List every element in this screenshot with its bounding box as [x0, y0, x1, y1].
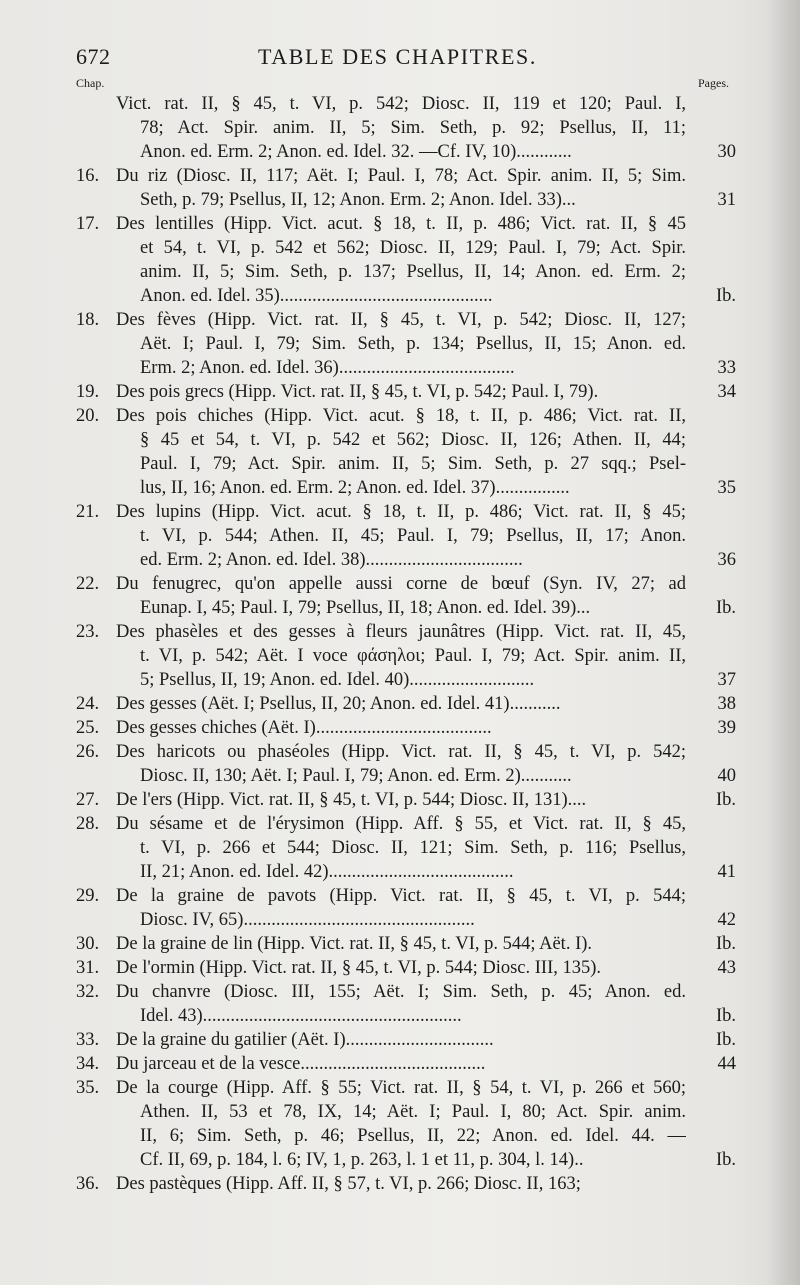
- chapter-title: [116, 92, 686, 164]
- running-title: TABLE DES CHAPITRES.: [258, 44, 537, 69]
- chapter-title: [116, 308, 686, 380]
- chapter-title-line: Des pois chiches (Hipp. Vict. acut. § 18, t. II, p. 486; Vict. rat. II,: [116, 406, 686, 426]
- chapter-title-line: Diosc. II, 130; Aët. I; Paul. I, 79; Anon. ed. Erm. 2)...........: [140, 766, 572, 786]
- column-label-chapter: Chap.: [76, 76, 105, 90]
- toc-entry: [0, 308, 800, 380]
- page-reference: Ib.: [715, 1030, 736, 1050]
- chapter-title-line: t. VI, p. 266 et 544; Diosc. II, 121; Sim. Seth, p. 116; Psellus,: [140, 838, 686, 858]
- chapter-title-line: Diosc. IV, 65)..................................................: [140, 910, 475, 930]
- chapter-title-line: Paul. I, 79; Act. Spir. anim. II, 5; Sim. Seth, p. 27 sqq.; Psel-: [140, 454, 686, 474]
- chapter-title-line: Du riz (Diosc. II, 117; Aët. I; Paul. I, 78; Act. Spir. anim. II, 5; Sim.: [116, 166, 686, 186]
- chapter-title: [116, 500, 686, 572]
- chapter-title: [116, 692, 686, 716]
- chapter-title: [116, 212, 686, 308]
- chapter-title: [116, 380, 686, 404]
- chapter-title-line: Vict. rat. II, § 45, t. VI, p. 542; Diosc. II, 119 et 120; Paul. I,: [116, 94, 686, 114]
- toc-entry: [0, 788, 800, 812]
- chapter-title: [116, 404, 686, 500]
- chapter-title-line: 5; Psellus, II, 19; Anon. ed. Idel. 40)...........................: [140, 670, 535, 690]
- chapter-number: 20.: [76, 406, 100, 426]
- toc-entry: [0, 500, 800, 572]
- chapter-title-line: Anon. ed. Erm. 2; Anon. ed. Idel. 32. —Cf. IV, 10)............: [140, 142, 572, 162]
- chapter-title-line: Eunap. I, 45; Paul. I, 79; Psellus, II, 18; Anon. ed. Idel. 39)...: [140, 598, 591, 618]
- chapter-title: [116, 980, 686, 1028]
- chapter-title-line: Des gesses (Aët. I; Psellus, II, 20; Anon. ed. Idel. 41)...........: [116, 694, 561, 714]
- chapter-number: 33.: [76, 1030, 100, 1050]
- page-reference: 44: [717, 1054, 736, 1074]
- chapter-title-line: Du chanvre (Diosc. III, 155; Aët. I; Sim. Seth, p. 45; Anon. ed.: [116, 982, 686, 1002]
- page-reference: 41: [717, 862, 736, 882]
- chapter-title-line: Seth, p. 79; Psellus, II, 12; Anon. Erm. 2; Anon. Idel. 33)...: [140, 190, 576, 210]
- chapter-title-line: t. VI, p. 544; Athen. II, 45; Paul. I, 79; Psellus, II, 17; Anon.: [140, 526, 686, 546]
- chapter-title: [116, 788, 686, 812]
- chapter-title: [116, 1076, 686, 1172]
- page-reference: Ib.: [715, 1150, 736, 1170]
- chapter-title-line: lus, II, 16; Anon. ed. Erm. 2; Anon. ed. Idel. 37)................: [140, 478, 570, 498]
- toc-entry: [0, 1028, 800, 1052]
- chapter-title-line: De l'ers (Hipp. Vict. rat. II, § 45, t. VI, p. 544; Diosc. II, 131)....: [116, 790, 587, 810]
- chapter-title: [116, 572, 686, 620]
- chapter-title-line: anim. II, 5; Sim. Seth, p. 137; Psellus, II, 14; Anon. ed. Erm. 2;: [140, 262, 686, 282]
- chapter-title-line: Aët. I; Paul. I, 79; Sim. Seth, p. 134; Psellus, II, 15; Anon. ed.: [140, 334, 686, 354]
- chapter-title-line: De la graine du gatilier (Aët. I)................................: [116, 1030, 494, 1050]
- chapter-title: [116, 1028, 686, 1052]
- toc-entry: [0, 1172, 800, 1196]
- page-reference: Ib.: [715, 790, 736, 810]
- chapter-number: 32.: [76, 982, 100, 1002]
- toc-entry: [0, 1076, 800, 1172]
- toc-entry: [0, 980, 800, 1028]
- chapter-number: 16.: [76, 166, 100, 186]
- chapter-title-line: t. VI, p. 542; Aët. I voce φάσηλοι; Paul. I, 79; Act. Spir. anim. II,: [140, 646, 686, 666]
- chapter-title-line: Idel. 43)........................................................: [140, 1006, 462, 1026]
- page-reference: 34: [717, 382, 736, 402]
- toc-entry: [0, 812, 800, 884]
- chapter-title: [116, 956, 686, 980]
- chapter-title-line: II, 6; Sim. Seth, p. 46; Psellus, II, 22; Anon. ed. Idel. 44. —: [140, 1126, 686, 1146]
- table-of-contents: [0, 92, 800, 1196]
- page-reference: 35: [717, 478, 736, 498]
- column-label-pages: Pages.: [698, 76, 729, 90]
- chapter-title-line: De la graine de lin (Hipp. Vict. rat. II, § 45, t. VI, p. 544; Aët. I).: [116, 934, 593, 954]
- chapter-title-line: Du jarceau et de la vesce........................................: [116, 1054, 486, 1074]
- chapter-title: [116, 164, 686, 212]
- chapter-number: 35.: [76, 1078, 100, 1098]
- page-reference: Ib.: [715, 934, 736, 954]
- chapter-number: 26.: [76, 742, 100, 762]
- chapter-title-line: Anon. ed. Idel. 35)..............................................: [140, 286, 493, 306]
- page-reference: 36: [717, 550, 736, 570]
- toc-entry: [0, 404, 800, 500]
- chapter-title: [116, 1052, 686, 1076]
- toc-entry: [0, 92, 800, 164]
- chapter-number: 19.: [76, 382, 100, 402]
- chapter-number: 24.: [76, 694, 100, 714]
- chapter-number: 27.: [76, 790, 100, 810]
- chapter-title: [116, 740, 686, 788]
- page-reference: 31: [717, 190, 736, 210]
- chapter-title-line: De l'ormin (Hipp. Vict. rat. II, § 45, t. VI, p. 544; Diosc. III, 135).: [116, 958, 602, 978]
- toc-entry: [0, 740, 800, 788]
- page-reference: Ib.: [715, 1006, 736, 1026]
- toc-entry: [0, 932, 800, 956]
- page-reference: Ib.: [715, 598, 736, 618]
- toc-entry: [0, 716, 800, 740]
- chapter-title-line: De la graine de pavots (Hipp. Vict. rat. II, § 45, t. VI, p. 544;: [116, 886, 686, 906]
- toc-entry: [0, 956, 800, 980]
- chapter-number: 31.: [76, 958, 100, 978]
- chapter-title-line: II, 21; Anon. ed. Idel. 42)........................................: [140, 862, 514, 882]
- toc-entry: [0, 212, 800, 308]
- chapter-title-line: Des pois grecs (Hipp. Vict. rat. II, § 45, t. VI, p. 542; Paul. I, 79).: [116, 382, 599, 402]
- chapter-title-line: Des lupins (Hipp. Vict. acut. § 18, t. II, p. 486; Vict. rat. II, § 45;: [116, 502, 686, 522]
- chapter-number: 18.: [76, 310, 100, 330]
- chapter-number: 28.: [76, 814, 100, 834]
- chapter-number: 30.: [76, 934, 100, 954]
- chapter-title-line: ed. Erm. 2; Anon. ed. Idel. 38)..................................: [140, 550, 523, 570]
- chapter-title-line: Du fenugrec, qu'on appelle aussi corne de bœuf (Syn. IV, 27; ad: [116, 574, 686, 594]
- chapter-title-line: Cf. II, 69, p. 184, l. 6; IV, 1, p. 263, l. 1 et 11, p. 304, l. 14)..: [140, 1150, 584, 1170]
- chapter-number: 25.: [76, 718, 100, 738]
- chapter-title: [116, 1172, 686, 1196]
- page-number: 672: [76, 44, 111, 69]
- page-reference: 30: [717, 142, 736, 162]
- page-reference: Ib.: [715, 286, 736, 306]
- toc-entry: [0, 164, 800, 212]
- toc-entry: [0, 884, 800, 932]
- page-reference: 42: [717, 910, 736, 930]
- chapter-number: 29.: [76, 886, 100, 906]
- page-reference: 43: [717, 958, 736, 978]
- page-reference: 33: [717, 358, 736, 378]
- page-reference: 40: [717, 766, 736, 786]
- chapter-title-line: Des phasèles et des gesses à fleurs jaunâtres (Hipp. Vict. rat. II, 45,: [116, 622, 686, 642]
- chapter-number: 22.: [76, 574, 100, 594]
- toc-entry: [0, 620, 800, 692]
- chapter-title-line: 78; Act. Spir. anim. II, 5; Sim. Seth, p. 92; Psellus, II, 11;: [140, 118, 686, 138]
- page-reference: 38: [717, 694, 736, 714]
- chapter-title-line: Des fèves (Hipp. Vict. rat. II, § 45, t. VI, p. 542; Diosc. II, 127;: [116, 310, 686, 330]
- chapter-title: [116, 884, 686, 932]
- chapter-title-line: Des gesses chiches (Aët. I)......................................: [116, 718, 492, 738]
- chapter-title-line: § 45 et 54, t. VI, p. 542 et 562; Diosc. II, 126; Athen. II, 44;: [140, 430, 686, 450]
- chapter-number: 21.: [76, 502, 100, 522]
- toc-entry: [0, 1052, 800, 1076]
- chapter-title-line: Des pastèques (Hipp. Aff. II, § 57, t. VI, p. 266; Diosc. II, 163;: [116, 1174, 581, 1194]
- toc-entry: [0, 572, 800, 620]
- chapter-title-line: Des haricots ou phaséoles (Hipp. Vict. rat. II, § 45, t. VI, p. 542;: [116, 742, 686, 762]
- toc-entry: [0, 692, 800, 716]
- page-reference: 39: [717, 718, 736, 738]
- chapter-title: [116, 716, 686, 740]
- chapter-title-line: Erm. 2; Anon. ed. Idel. 36)......................................: [140, 358, 515, 378]
- chapter-number: 23.: [76, 622, 100, 642]
- chapter-title: [116, 620, 686, 692]
- chapter-title: [116, 932, 686, 956]
- chapter-title: [116, 812, 686, 884]
- toc-entry: [0, 380, 800, 404]
- chapter-title-line: et 54, t. VI, p. 542 et 562; Diosc. II, 129; Paul. I, 79; Act. Spir.: [140, 238, 686, 258]
- page-reference: 37: [717, 670, 736, 690]
- chapter-title-line: Du sésame et de l'érysimon (Hipp. Aff. § 55, et Vict. rat. II, § 45,: [116, 814, 686, 834]
- chapter-number: 17.: [76, 214, 100, 234]
- chapter-title-line: De la courge (Hipp. Aff. § 55; Vict. rat. II, § 54, t. VI, p. 266 et 560;: [116, 1078, 686, 1098]
- chapter-number: 34.: [76, 1054, 100, 1074]
- chapter-title-line: Des lentilles (Hipp. Vict. acut. § 18, t. II, p. 486; Vict. rat. II, § 45: [116, 214, 686, 234]
- chapter-title-line: Athen. II, 53 et 78, IX, 14; Aët. I; Paul. I, 80; Act. Spir. anim.: [140, 1102, 686, 1122]
- chapter-number: 36.: [76, 1174, 100, 1194]
